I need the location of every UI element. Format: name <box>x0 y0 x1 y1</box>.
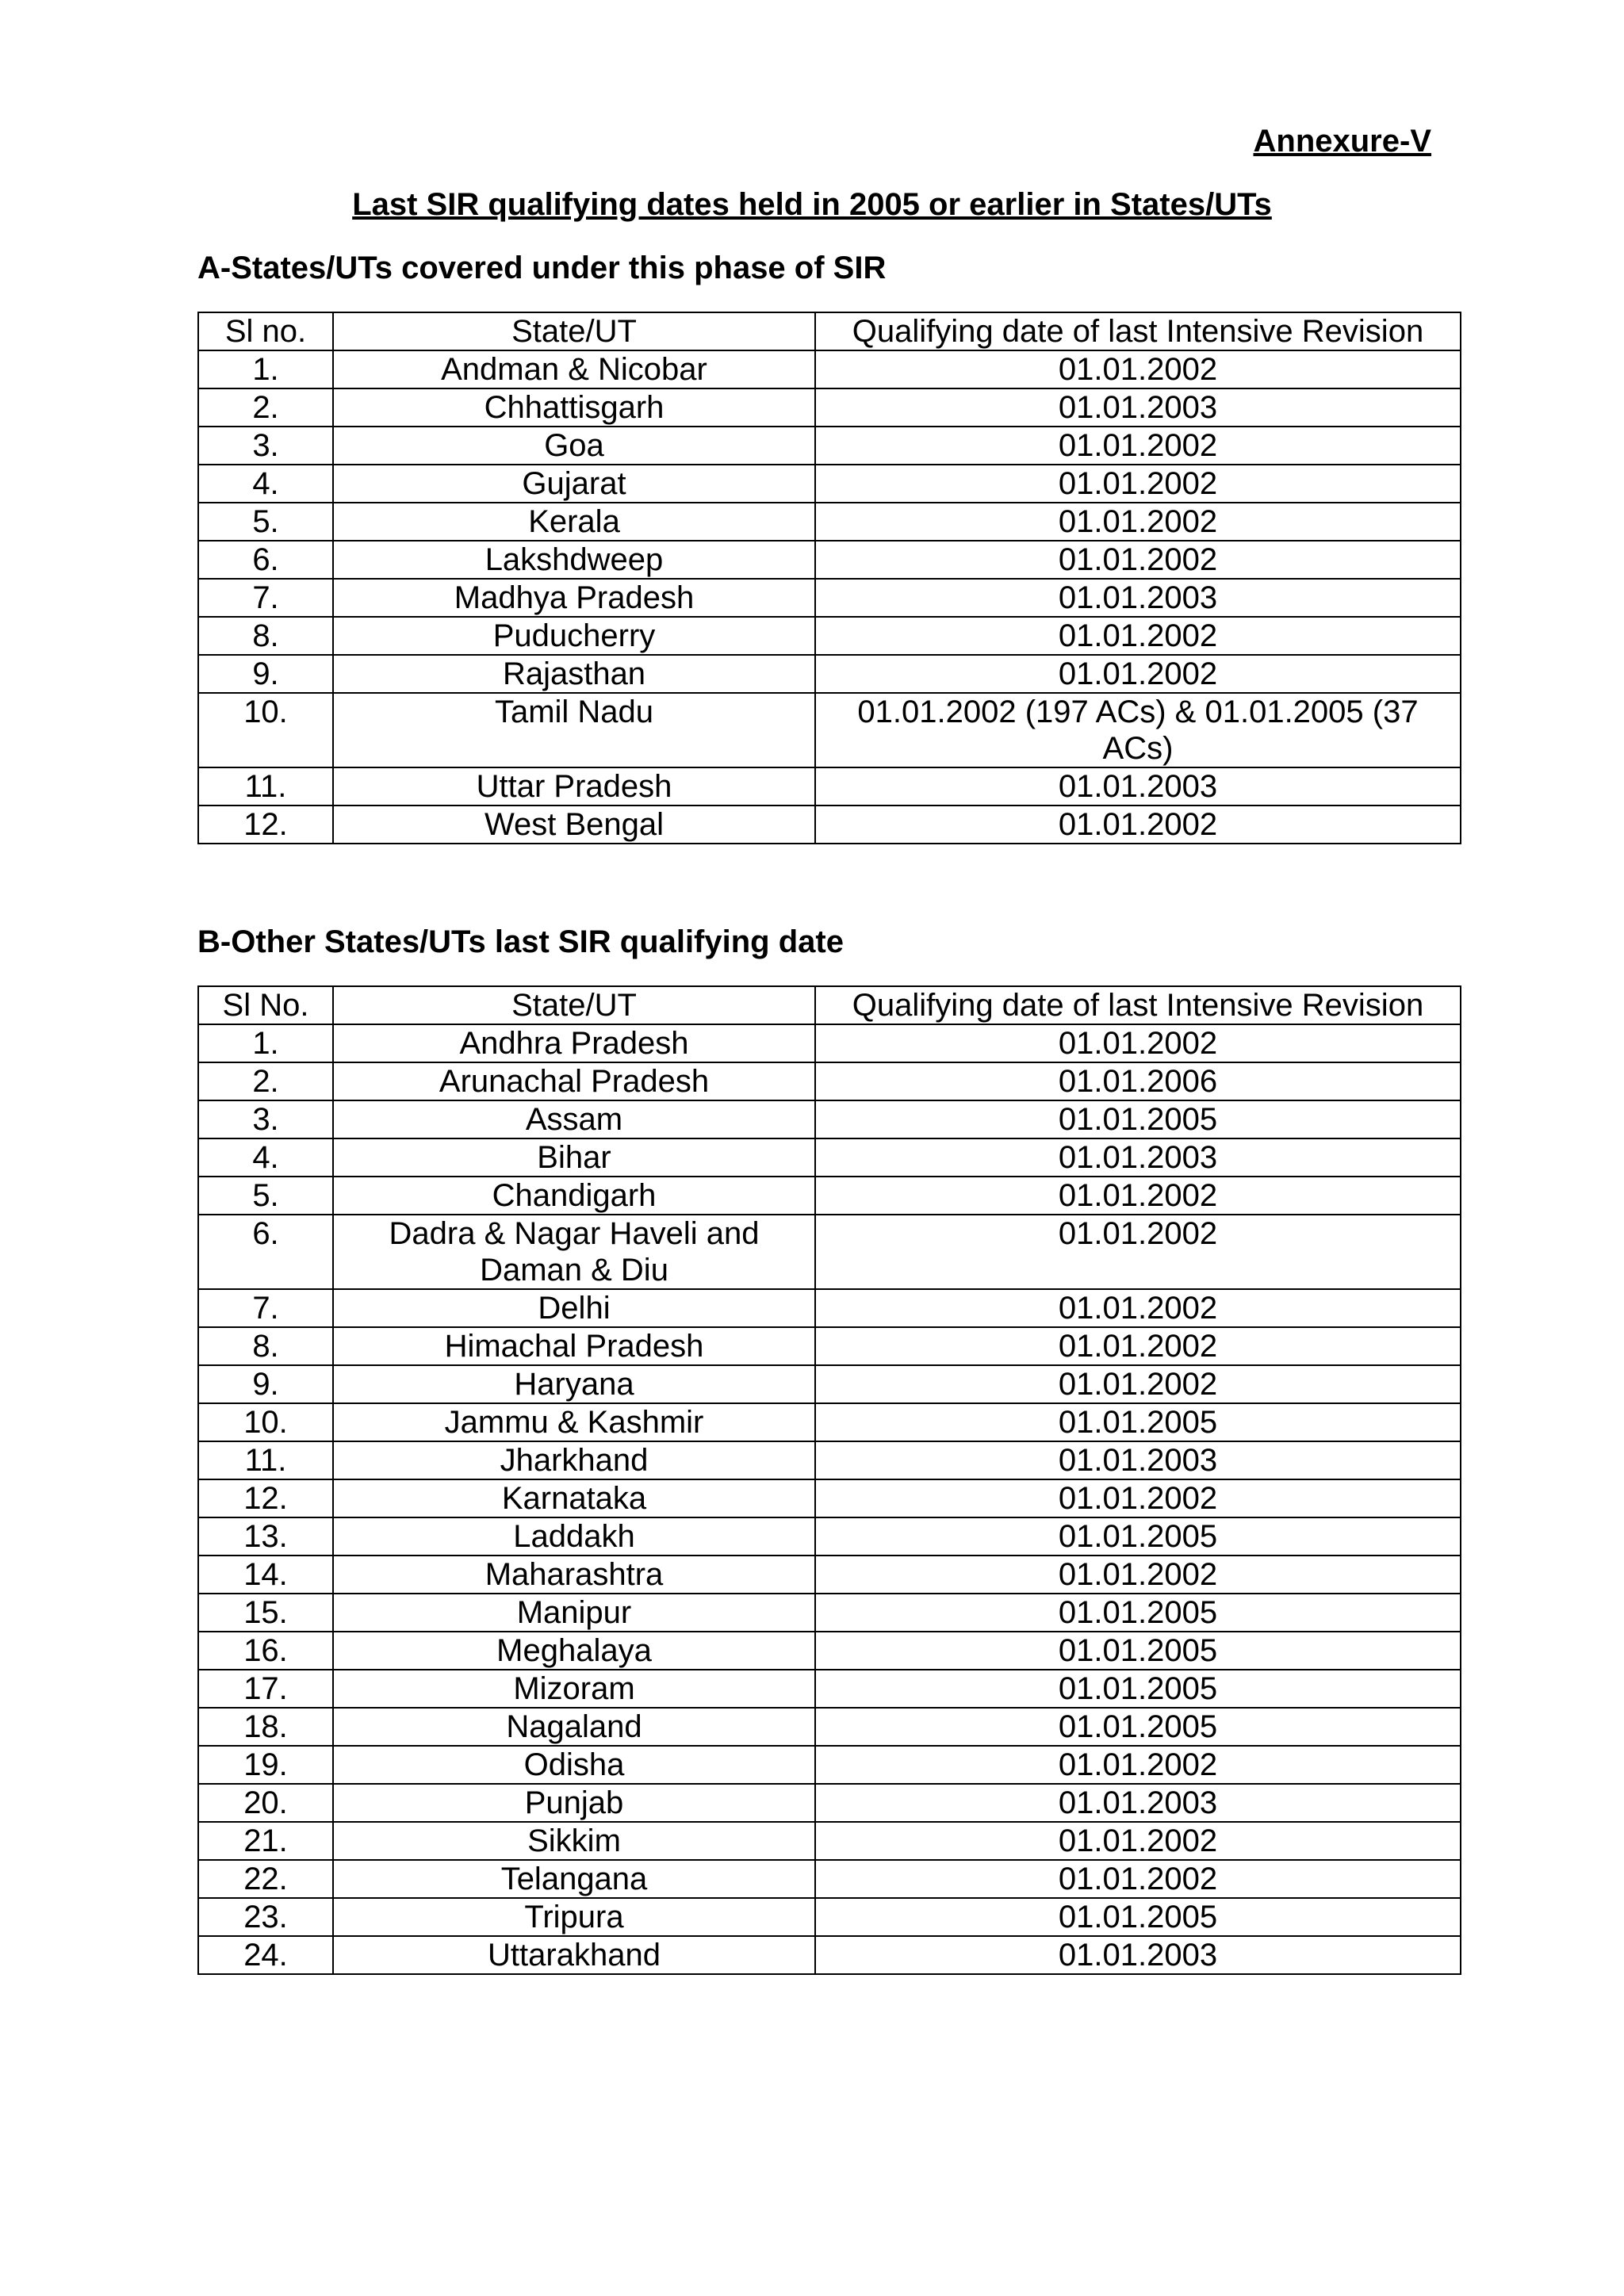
cell-qualifying-date: 01.01.2002 <box>815 617 1461 655</box>
cell-sl-no: 13. <box>198 1517 333 1556</box>
cell-qualifying-date: 01.01.2003 <box>815 1138 1461 1177</box>
table-row <box>198 1441 1461 1479</box>
table-row <box>198 465 1461 503</box>
cell-sl-no: 8. <box>198 1327 333 1365</box>
cell-state-ut: Haryana <box>333 1365 815 1403</box>
table-row <box>198 388 1461 427</box>
table-row <box>198 1784 1461 1822</box>
cell-state-ut: Sikkim <box>333 1822 815 1860</box>
table-row <box>198 1556 1461 1594</box>
table-row <box>198 655 1461 693</box>
cell-state-ut: West Bengal <box>333 806 815 844</box>
cell-qualifying-date: 01.01.2002 <box>815 503 1461 541</box>
cell-sl-no: 19. <box>198 1746 333 1784</box>
header-state-ut: State/UT <box>333 312 815 350</box>
cell-state-ut: Gujarat <box>333 465 815 503</box>
cell-qualifying-date: 01.01.2002 <box>815 1327 1461 1365</box>
cell-qualifying-date: 01.01.2003 <box>815 388 1461 427</box>
cell-qualifying-date: 01.01.2005 <box>815 1898 1461 1936</box>
document-title: Last SIR qualifying dates held in 2005 or earlier in States/UTs <box>352 187 1272 222</box>
cell-sl-no: 11. <box>198 1441 333 1479</box>
cell-state-ut: Uttarakhand <box>333 1936 815 1974</box>
cell-qualifying-date: 01.01.2002 <box>815 1556 1461 1594</box>
header-sl-no: Sl no. <box>198 312 333 350</box>
cell-qualifying-date: 01.01.2002 <box>815 427 1461 465</box>
section-a-table <box>197 312 1461 844</box>
table-row <box>198 767 1461 806</box>
cell-qualifying-date: 01.01.2002 <box>815 1177 1461 1215</box>
cell-qualifying-date: 01.01.2002 <box>815 1822 1461 1860</box>
cell-sl-no: 7. <box>198 579 333 617</box>
table-row <box>198 1365 1461 1403</box>
cell-sl-no: 23. <box>198 1898 333 1936</box>
cell-qualifying-date: 01.01.2002 <box>815 806 1461 844</box>
table-row <box>198 1289 1461 1327</box>
cell-qualifying-date: 01.01.2002 <box>815 1746 1461 1784</box>
cell-state-ut: Kerala <box>333 503 815 541</box>
table-row <box>198 1936 1461 1974</box>
header-qualifying-date: Qualifying date of last Intensive Revision <box>815 986 1461 1024</box>
cell-sl-no: 18. <box>198 1708 333 1746</box>
table-row <box>198 1670 1461 1708</box>
table-row <box>198 427 1461 465</box>
cell-state-ut: Assam <box>333 1100 815 1138</box>
cell-qualifying-date: 01.01.2005 <box>815 1632 1461 1670</box>
cell-qualifying-date: 01.01.2005 <box>815 1403 1461 1441</box>
cell-state-ut: Madhya Pradesh <box>333 579 815 617</box>
table-row <box>198 1215 1461 1289</box>
cell-sl-no: 11. <box>198 767 333 806</box>
cell-qualifying-date: 01.01.2005 <box>815 1708 1461 1746</box>
cell-sl-no: 24. <box>198 1936 333 1974</box>
cell-qualifying-date: 01.01.2002 <box>815 1024 1461 1062</box>
cell-sl-no: 7. <box>198 1289 333 1327</box>
cell-sl-no: 15. <box>198 1594 333 1632</box>
table-row <box>198 1517 1461 1556</box>
cell-state-ut: Lakshdweep <box>333 541 815 579</box>
cell-sl-no: 5. <box>198 1177 333 1215</box>
cell-state-ut: Telangana <box>333 1860 815 1898</box>
table-row <box>198 1746 1461 1784</box>
cell-state-ut: Nagaland <box>333 1708 815 1746</box>
cell-sl-no: 2. <box>198 1062 333 1100</box>
cell-sl-no: 17. <box>198 1670 333 1708</box>
table-header-row <box>198 312 1461 350</box>
cell-state-ut: Meghalaya <box>333 1632 815 1670</box>
cell-sl-no: 2. <box>198 388 333 427</box>
cell-state-ut: Bihar <box>333 1138 815 1177</box>
table-row <box>198 1138 1461 1177</box>
cell-sl-no: 9. <box>198 1365 333 1403</box>
cell-state-ut: Maharashtra <box>333 1556 815 1594</box>
table-row <box>198 503 1461 541</box>
table-row <box>198 350 1461 388</box>
cell-sl-no: 1. <box>198 1024 333 1062</box>
cell-sl-no: 8. <box>198 617 333 655</box>
table-row <box>198 1177 1461 1215</box>
table-header-row <box>198 986 1461 1024</box>
cell-state-ut: Tripura <box>333 1898 815 1936</box>
cell-sl-no: 3. <box>198 1100 333 1138</box>
cell-qualifying-date: 01.01.2002 <box>815 350 1461 388</box>
section-a-heading: A-States/UTs covered under this phase of SIR <box>197 251 887 285</box>
table-row <box>198 1860 1461 1898</box>
cell-state-ut: Punjab <box>333 1784 815 1822</box>
cell-qualifying-date: 01.01.2002 (197 ACs) & 01.01.2005 (37 ACs) <box>815 693 1461 767</box>
cell-state-ut: Goa <box>333 427 815 465</box>
table-row <box>198 541 1461 579</box>
cell-sl-no: 9. <box>198 655 333 693</box>
cell-sl-no: 10. <box>198 693 333 767</box>
cell-state-ut: Tamil Nadu <box>333 693 815 767</box>
cell-sl-no: 16. <box>198 1632 333 1670</box>
section-b-table <box>197 985 1461 1975</box>
cell-qualifying-date: 01.01.2002 <box>815 1215 1461 1289</box>
cell-state-ut: Mizoram <box>333 1670 815 1708</box>
cell-qualifying-date: 01.01.2002 <box>815 541 1461 579</box>
cell-qualifying-date: 01.01.2002 <box>815 1365 1461 1403</box>
table-row <box>198 617 1461 655</box>
cell-sl-no: 4. <box>198 1138 333 1177</box>
cell-qualifying-date: 01.01.2003 <box>815 1784 1461 1822</box>
cell-state-ut: Chhattisgarh <box>333 388 815 427</box>
table-row <box>198 1403 1461 1441</box>
cell-qualifying-date: 01.01.2003 <box>815 579 1461 617</box>
cell-qualifying-date: 01.01.2002 <box>815 655 1461 693</box>
cell-state-ut: Andhra Pradesh <box>333 1024 815 1062</box>
header-qualifying-date: Qualifying date of last Intensive Revision <box>815 312 1461 350</box>
cell-sl-no: 6. <box>198 541 333 579</box>
cell-qualifying-date: 01.01.2002 <box>815 465 1461 503</box>
cell-state-ut: Chandigarh <box>333 1177 815 1215</box>
cell-state-ut: Laddakh <box>333 1517 815 1556</box>
cell-sl-no: 5. <box>198 503 333 541</box>
cell-qualifying-date: 01.01.2003 <box>815 1441 1461 1479</box>
cell-sl-no: 14. <box>198 1556 333 1594</box>
annexure-label: Annexure-V <box>1253 124 1431 159</box>
cell-qualifying-date: 01.01.2002 <box>815 1289 1461 1327</box>
cell-qualifying-date: 01.01.2003 <box>815 1936 1461 1974</box>
cell-qualifying-date: 01.01.2005 <box>815 1517 1461 1556</box>
cell-qualifying-date: 01.01.2005 <box>815 1100 1461 1138</box>
cell-state-ut: Arunachal Pradesh <box>333 1062 815 1100</box>
table-row <box>198 1632 1461 1670</box>
cell-sl-no: 21. <box>198 1822 333 1860</box>
cell-qualifying-date: 01.01.2002 <box>815 1479 1461 1517</box>
cell-sl-no: 12. <box>198 1479 333 1517</box>
cell-state-ut: Rajasthan <box>333 655 815 693</box>
cell-sl-no: 3. <box>198 427 333 465</box>
cell-state-ut: Jammu & Kashmir <box>333 1403 815 1441</box>
header-state-ut: State/UT <box>333 986 815 1024</box>
cell-state-ut: Andman & Nicobar <box>333 350 815 388</box>
cell-sl-no: 1. <box>198 350 333 388</box>
cell-qualifying-date: 01.01.2003 <box>815 767 1461 806</box>
cell-qualifying-date: 01.01.2006 <box>815 1062 1461 1100</box>
table-row <box>198 1024 1461 1062</box>
table-row <box>198 1479 1461 1517</box>
table-row <box>198 1822 1461 1860</box>
cell-state-ut: Karnataka <box>333 1479 815 1517</box>
cell-sl-no: 22. <box>198 1860 333 1898</box>
table-row <box>198 1898 1461 1936</box>
table-row <box>198 1708 1461 1746</box>
cell-state-ut: Dadra & Nagar Haveli and Daman & Diu <box>333 1215 815 1289</box>
section-b-heading: B-Other States/UTs last SIR qualifying date <box>197 924 844 959</box>
table-row <box>198 693 1461 767</box>
table-row <box>198 1100 1461 1138</box>
cell-state-ut: Himachal Pradesh <box>333 1327 815 1365</box>
cell-qualifying-date: 01.01.2005 <box>815 1670 1461 1708</box>
cell-state-ut: Odisha <box>333 1746 815 1784</box>
table-row <box>198 579 1461 617</box>
cell-state-ut: Jharkhand <box>333 1441 815 1479</box>
table-row <box>198 1062 1461 1100</box>
cell-state-ut: Puducherry <box>333 617 815 655</box>
cell-state-ut: Delhi <box>333 1289 815 1327</box>
header-sl-no: Sl No. <box>198 986 333 1024</box>
cell-sl-no: 10. <box>198 1403 333 1441</box>
cell-state-ut: Manipur <box>333 1594 815 1632</box>
table-row <box>198 806 1461 844</box>
table-row <box>198 1594 1461 1632</box>
cell-sl-no: 12. <box>198 806 333 844</box>
cell-qualifying-date: 01.01.2002 <box>815 1860 1461 1898</box>
cell-sl-no: 6. <box>198 1215 333 1289</box>
table-row <box>198 1327 1461 1365</box>
cell-state-ut: Uttar Pradesh <box>333 767 815 806</box>
cell-sl-no: 20. <box>198 1784 333 1822</box>
cell-sl-no: 4. <box>198 465 333 503</box>
cell-qualifying-date: 01.01.2005 <box>815 1594 1461 1632</box>
